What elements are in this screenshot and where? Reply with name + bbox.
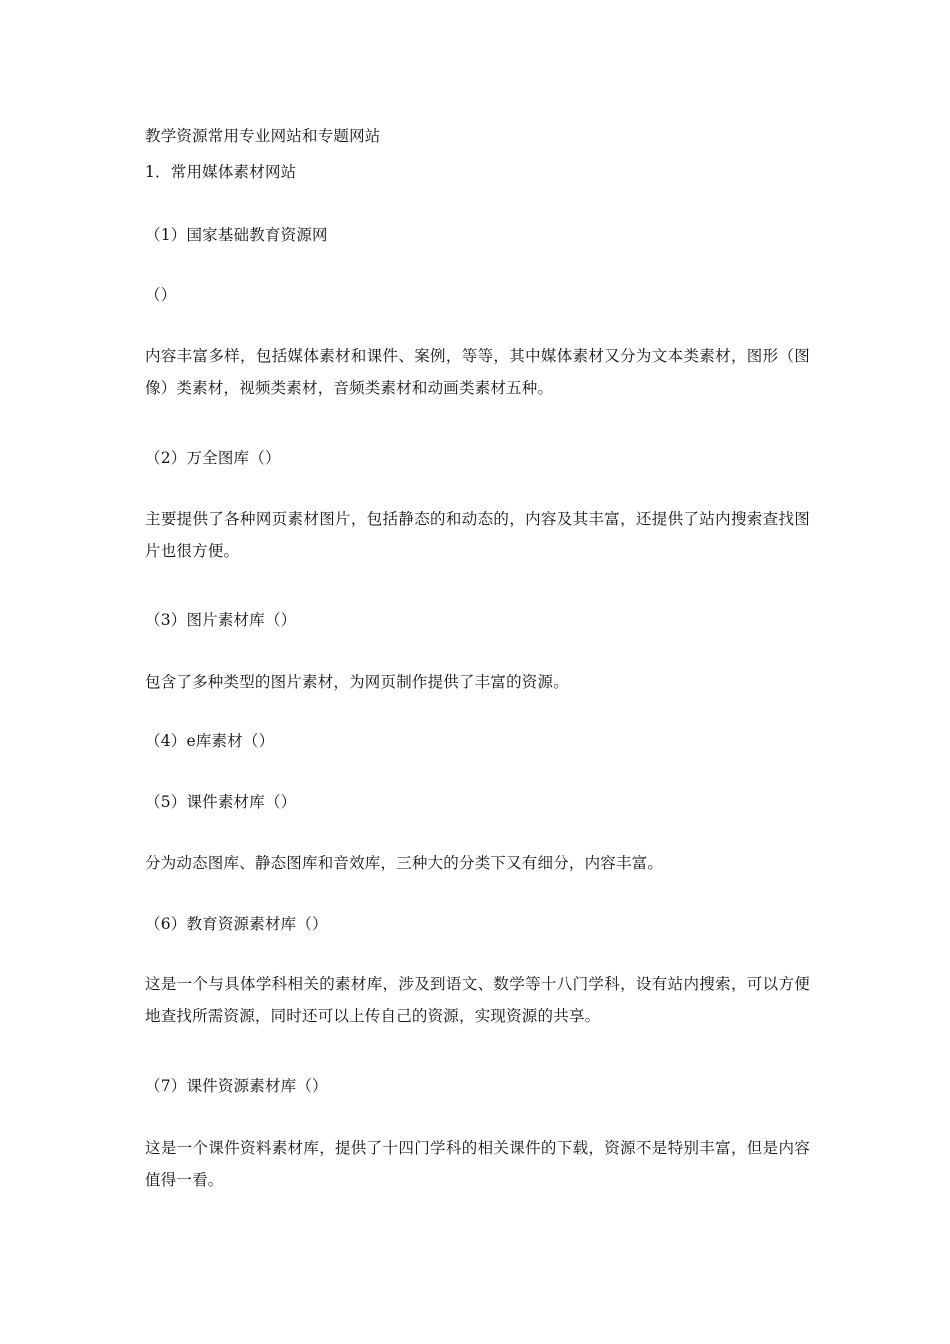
item-6-description: 这是一个与具体学科相关的素材库，涉及到语文、数学等十八门学科，设有站内搜索，可以方便地查找所需资源，同时还可以上传自己的资源，实现资源的共享。 [145,975,810,1025]
item-7-heading: （7）课件资源素材库（） [145,1077,328,1095]
section-heading: 1．常用媒体素材网站 [145,163,297,181]
item-5-description: 分为动态图库、静态图库和音效库，三种大的分类下又有细分，内容丰富。 [145,854,664,872]
item-2-description: 主要提供了各种网页素材图片，包括静态的和动态的，内容及其丰富，还提供了站内搜索查找图片也很方便。 [145,510,810,560]
item-1-url: （） [145,286,177,304]
item-5-heading: （5）课件素材库（） [145,793,297,811]
item-6-heading: （6）教育资源素材库（） [145,915,328,933]
item-1-heading: （1）国家基础教育资源网 [145,226,328,244]
document-title: 教学资源常用专业网站和专题网站 [145,127,381,145]
item-7-description: 这是一个课件资料素材库，提供了十四门学科的相关课件的下载，资源不是特别丰富，但是内容值得一看。 [145,1139,810,1189]
item-3-heading: （3）图片素材库（） [145,611,297,629]
item-2-heading: （2）万全图库（） [145,449,281,467]
item-3-description: 包含了多种类型的图片素材，为网页制作提供了丰富的资源。 [145,673,569,691]
item-4-heading: （4）e库素材（） [145,732,275,750]
item-1-description: 内容丰富多样，包括媒体素材和课件、案例，等等，其中媒体素材又分为文本类素材，图形（图像）类素材，视频类素材，音频类素材和动画类素材五种。 [145,347,810,397]
